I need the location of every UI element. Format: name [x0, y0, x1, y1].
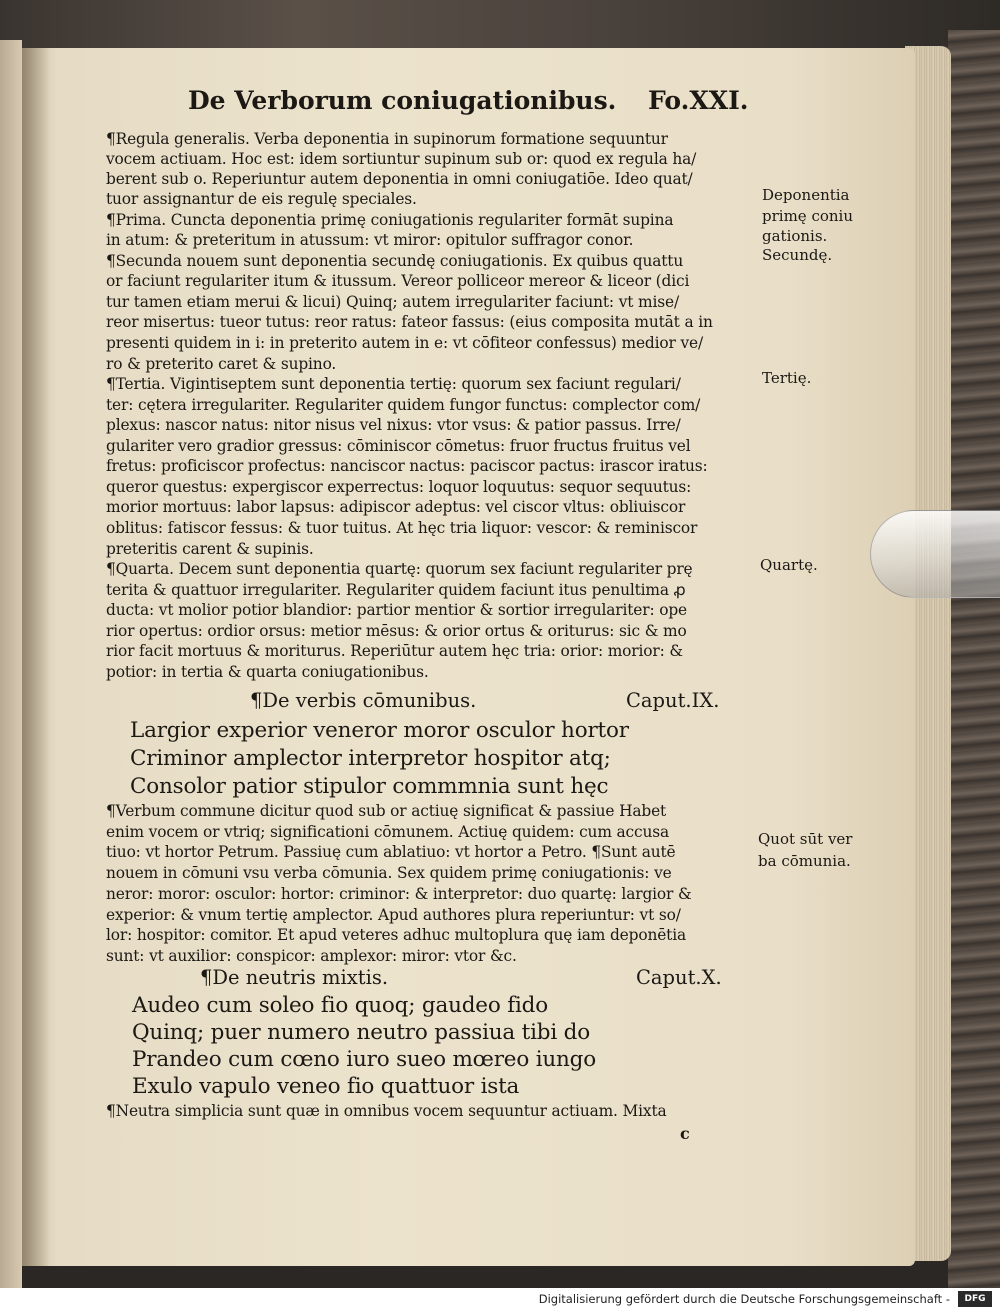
gutter-shadow: [22, 48, 50, 1266]
verse-line: Consolor patior stipulor commmnia sunt hęc: [130, 774, 609, 799]
book-cover-top: [0, 0, 1000, 52]
text-line: or faciunt regulariter itum & itussum. Vereor polliceor mereor & liceor (dici: [106, 272, 690, 290]
text-line: terita & quattuor irregulariter. Regulariter quidem faciunt itus penultima ꝓ: [106, 581, 686, 599]
text-line: ¶Verbum commune dicitur quod sub or actiuę significat & passiue Habet: [106, 802, 667, 820]
text-line: ¶Secunda nouem sunt deponentia secundę coniugationis. Ex quibus quattu: [106, 252, 684, 270]
left-page-edge: [0, 40, 22, 1288]
text-line: enim vocem or vtriq; significationi cōmunem. Actiuę quidem: cum accusa: [106, 823, 670, 841]
text-line: ter: cętera irregulariter. Regulariter quidem fungor functus: complector com/: [106, 396, 701, 414]
margin-note: ba cōmunia.: [758, 852, 851, 870]
margin-note: Tertię.: [762, 369, 812, 387]
text-line: ¶Prima. Cuncta deponentia primę coniugationis regulariter formāt supina: [106, 211, 674, 229]
text-line: oblitus: fatiscor fessus: & tuor tuitus. At hęc tria liquor: vescor: & reminiscor: [106, 519, 698, 537]
folio-number: Fo.XXI.: [648, 86, 749, 115]
chapter-ix-title: ¶De verbis cōmunibus.: [250, 689, 477, 712]
text-line: tiuo: vt hortor Petrum. Passiuę cum ablatiuo: vt hortor a Petro. ¶Sunt autē: [106, 843, 676, 861]
text-line: reor misertus: tueor tutus: reor ratus: fateor fassus: (eius composita mutāt a in: [106, 313, 713, 331]
text-line: ducta: vt molior potior blandior: partior mentior & sortior irregulariter: ope: [106, 601, 688, 619]
book-cover-right: [948, 30, 1000, 1288]
verse-line: Largior experior veneror moror osculor hortor: [130, 718, 629, 743]
text-line: vocem actiuam. Hoc est: idem sortiuntur supinum sub or: quod ex regula ha/: [106, 150, 697, 168]
verse-line: Criminor amplector interpretor hospitor atq;: [130, 746, 611, 771]
verse-line: Exulo vapulo veneo fio quattuor ista: [132, 1074, 520, 1099]
text-line: ¶Regula generalis. Verba deponentia in supinorum formatione sequuntur: [106, 130, 668, 148]
chapter-x-title: ¶De neutris mixtis.: [200, 966, 389, 989]
text-line-last: ¶Neutra simplicia sunt quæ in omnibus vocem sequuntur actiuam. Mixta: [106, 1102, 667, 1120]
chapter-x-number: Caput.X.: [636, 966, 722, 989]
margin-note: primę coniu: [762, 207, 853, 225]
text-line: berent sub o. Reperiuntur autem deponentia in omni coniugatiōe. Ideo quat/: [106, 170, 693, 188]
text-line: potior: in tertia & quarta coniugationibus.: [106, 663, 429, 681]
text-line: presenti quidem in i: in preterito autem in e: vt cōfiteor confessus) medior ve/: [106, 334, 704, 352]
text-line: rior facit mortuus & moriturus. Reperiūtur autem hęc tria: orior: morior: &: [106, 642, 683, 660]
footer-bar: [0, 1288, 1000, 1310]
chapter-ix-number: Caput.IX.: [626, 689, 720, 712]
margin-note: gationis.: [762, 227, 828, 245]
text-line: ¶Tertia. Vigintiseptem sunt deponentia tertię: quorum sex faciunt regulari/: [106, 375, 681, 393]
text-line: sunt: vt auxilior: conspicor: amplexor: miror: vtor &c.: [106, 947, 517, 965]
margin-note: Quot sūt ver: [758, 830, 853, 848]
text-line: preteritis carent & supinis.: [106, 540, 314, 558]
text-line: ro & preterito caret & supino.: [106, 355, 337, 373]
text-line: gulariter vero gradior gressus: cōminiscor cōmetus: fruor fructus fruitus vel: [106, 437, 691, 455]
text-line: plexus: nascor natus: nitor nisus vel nixus: vtor vsus: & patior passus. Irre/: [106, 416, 681, 434]
dfg-logo: DFG: [958, 1291, 992, 1307]
text-line: morior mortuus: labor lapsus: adipiscor adeptus: vel ciscor vltus: obliuiscor: [106, 498, 686, 516]
margin-note: Deponentia: [762, 186, 850, 204]
text-line: experior: & vnum tertię amplector. Apud authores plura reperiuntur: vt so/: [106, 906, 681, 924]
text-line: tur tamen etiam merui & licui) Quinq; autem irregulariter faciunt: vt mise/: [106, 293, 679, 311]
text-line: tuor assignantur de eis regulę speciales.: [106, 190, 417, 208]
text-line: queror questus: expergiscor experrectus: loquor loquutus: sequor sequutus:: [106, 478, 692, 496]
text-line: in atum: & preteritum in atussum: vt miror: opitulor suffragor conor.: [106, 231, 634, 249]
text-line: fretus: proficiscor profectus: nanciscor nactus: paciscor pactus: irascor iratus:: [106, 457, 708, 475]
signature-mark: c: [680, 1124, 690, 1143]
verse-line: Prandeo cum cœno iuro sueo mœreo iungo: [132, 1047, 596, 1072]
text-line: neror: moror: osculor: hortor: criminor: & interpretor: duo quartę: largior &: [106, 885, 692, 903]
running-title: De Verborum coniugationibus.: [188, 86, 617, 115]
text-line: lor: hospitor: comitor. Et apud veteres adhuc multoplura quę iam deponētia: [106, 926, 686, 944]
verse-line: Quinq; puer numero neutro passiua tibi do: [132, 1020, 590, 1045]
funding-credit: Digitalisierung gefördert durch die Deutsche Forschungsgemeinschaft -: [538, 1292, 950, 1306]
margin-note: Secundę.: [762, 246, 833, 264]
glass-page-holder: [870, 510, 1000, 598]
text-line: ¶Quarta. Decem sunt deponentia quartę: quorum sex faciunt regulariter prę: [106, 560, 693, 578]
text-line: rior opertus: ordior orsus: metior mēsus: & orior ortus & oriturus: sic & mo: [106, 622, 687, 640]
text-line: nouem in cōmuni vsu verba cōmunia. Sex quidem primę coniugationis: ve: [106, 864, 672, 882]
margin-note: Quartę.: [760, 556, 818, 574]
verse-line: Audeo cum soleo fio quoq; gaudeo fido: [132, 993, 548, 1018]
